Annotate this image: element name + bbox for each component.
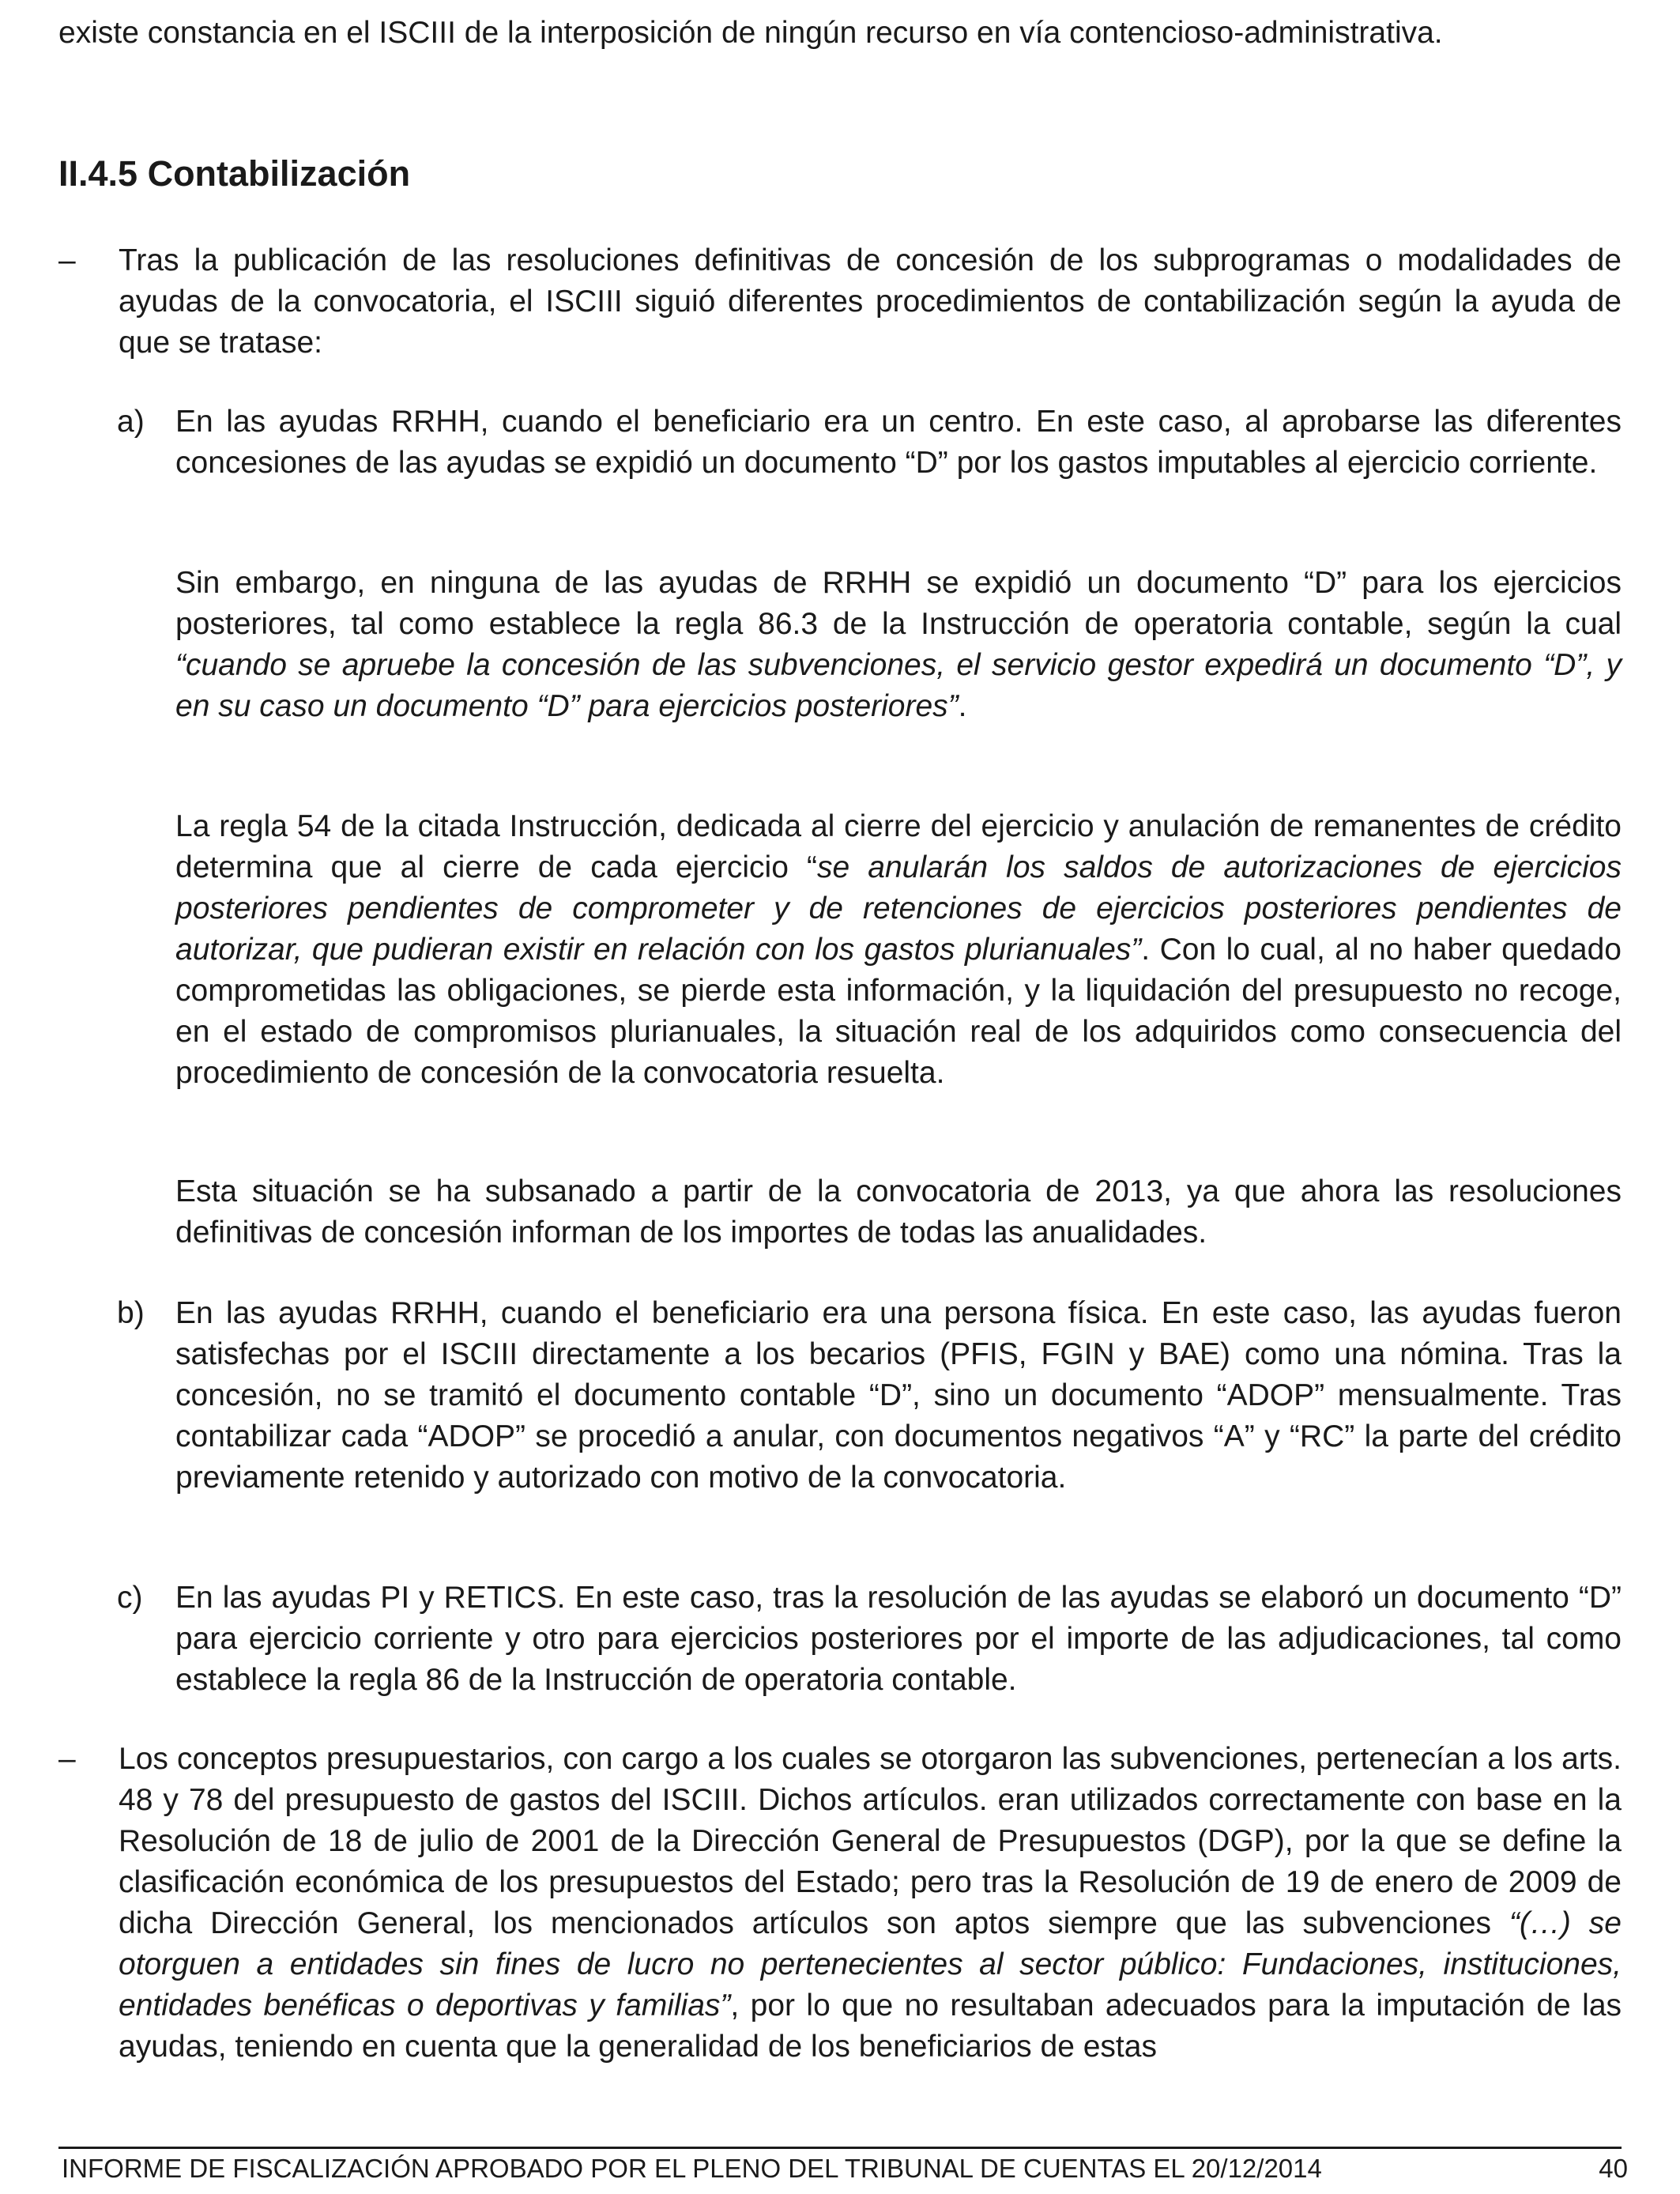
- item-a-p3-text: La regla 54 de la citada Instrucción, dedicada al cierre del ejercicio y anulación de remanentes de crédito determina que al cierre de cada ejercicio “: [175, 809, 1622, 884]
- item-a-p2-end: .: [958, 689, 967, 723]
- item-b-paragraph: En las ayudas RRHH, cuando el beneficiario era una persona física. En este caso, las ayudas fueron satisfechas por el ISCIII directamente a los becarios (PFIS, FGIN y BAE) como una nómina. Tras la concesión, no se tramitó el documento contable “D”, sino un documento “ADOP” mensualmente. Tras contabilizar cada “ADOP” se procedió a anular, con documentos negativos “A” y “RC” la parte del crédito previamente retenido y autorizado con motivo de la convocatoria.: [175, 1296, 1622, 1495]
- bullet-2-text-end: , por lo que no resultaban adecuados para la imputación de las ayudas, teniendo en cuenta que la generalidad de los beneficiarios de estas: [119, 1989, 1622, 2064]
- section-heading: II.4.5 Contabilización: [58, 153, 411, 194]
- item-a-p2-text: Sin embargo, en ninguna de las ayudas de RRHH se expidió un documento “D” para los ejercicios posteriores, tal como establece la regla 86.3 de la Instrucción de operatoria contable, según la cual: [175, 566, 1622, 641]
- item-a-p2-quote: “cuando se apruebe la concesión de las subvenciones, el servicio gestor expedirá un documento “D”, y en su caso un documento “D” para ejercicios posteriores”: [175, 648, 1622, 723]
- bullet-2-text: Los conceptos presupuestarios, con cargo a los cuales se otorgaron las subvenciones, pertenecían a los arts. 48 y 78 del presupuesto de gastos del ISCIII. Dichos artículos. eran utilizados correctamente con base en la Resolución de 18 de julio de 2001 de la Dirección General de Presupuestos (DGP), por la que se define la clasificación económica de los presupuestos del Estado; pero tras la Resolución de 19 de enero de 2009 de dicha Dirección General, los mencionados artículos son aptos siempre que las subvenciones: [119, 1742, 1622, 1940]
- bullet-dash-2: –: [58, 1742, 76, 1776]
- item-a-marker: a): [117, 405, 145, 439]
- item-c-marker: c): [117, 1581, 143, 1615]
- item-b-marker: b): [117, 1296, 145, 1330]
- bullet-2-paragraph: [119, 1739, 1622, 2068]
- footer-divider: [58, 2147, 1622, 2149]
- item-a-p3-end: . Con lo cual, al no haber quedado comprometidas las obligaciones, se pierde esta información, y la liquidación del presupuesto no recoge, en el estado de compromisos plurianuales, la situación real de los adquiridos como consecuencia del procedimiento de concesión de la convocatoria resuelta.: [175, 933, 1622, 1090]
- item-a-paragraph-4: Esta situación se ha subsanado a partir de la convocatoria de 2013, ya que ahora las resoluciones definitivas de concesión informan de los importes de todas las anualidades.: [175, 1174, 1622, 1250]
- item-a-p3-quote: se anularán los saldos de autorizaciones de ejercicios posteriores pendientes de comprometer y de retenciones de ejercicios posteriores pendientes de autorizar, que pudieran existir en relación con los gastos plurianuales”: [175, 850, 1622, 967]
- item-a-paragraph-2: [175, 563, 1622, 727]
- item-a-paragraph-1: En las ayudas RRHH, cuando el beneficiario era un centro. En este caso, al aprobarse las diferentes concesiones de las ayudas se expidió un documento “D” por los gastos imputables al ejercicio corriente.: [175, 405, 1622, 480]
- intro-paragraph: existe constancia en el ISCIII de la interposición de ningún recurso en vía contencioso-administrativa.: [58, 16, 1443, 50]
- footer-report-title: INFORME DE FISCALIZACIÓN APROBADO POR EL PLENO DEL TRIBUNAL DE CUENTAS EL 20/12/2014: [62, 2154, 1322, 2183]
- item-c-paragraph: En las ayudas PI y RETICS. En este caso, tras la resolución de las ayudas se elaboró un documento “D” para ejercicio corriente y otro para ejercicios posteriores por el importe de las adjudicaciones, tal como establece la regla 86 de la Instrucción de operatoria contable.: [175, 1581, 1622, 1697]
- bullet-dash-1: –: [58, 243, 76, 277]
- item-a-paragraph-3: [175, 806, 1622, 1094]
- page-number: 40: [1599, 2154, 1628, 2183]
- bullet-1-paragraph: Tras la publicación de las resoluciones definitivas de concesión de los subprogramas o modalidades de ayudas de la convocatoria, el ISCIII siguió diferentes procedimientos de contabilización según la ayuda de que se tratase:: [119, 243, 1622, 360]
- bullet-2-quote: “(…) se otorguen a entidades sin fines de lucro no pertenecientes al sector público: Fundaciones, instituciones, entidades benéficas o deportivas y familias”: [119, 1906, 1622, 2022]
